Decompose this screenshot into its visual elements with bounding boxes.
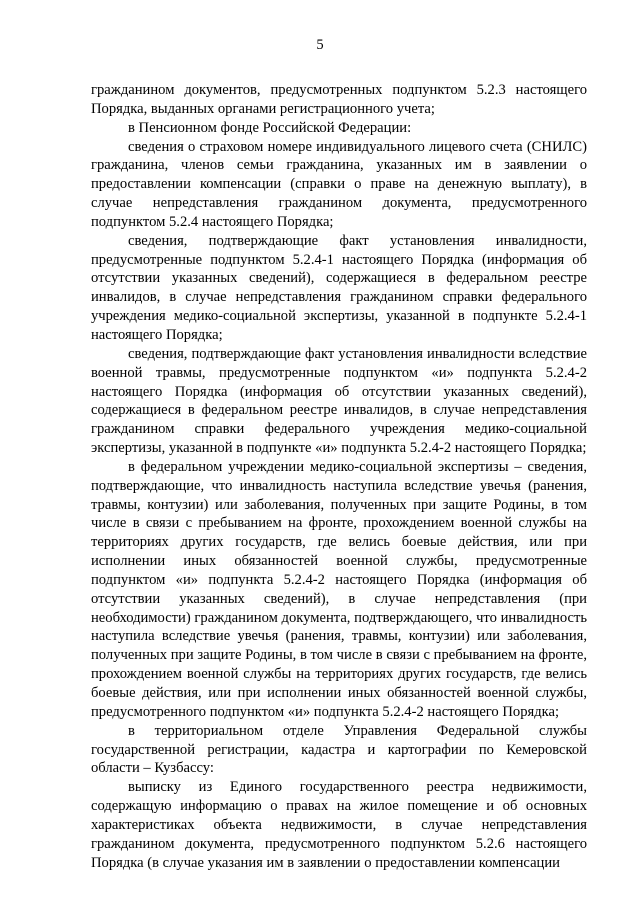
paragraph-snils: сведения о страховом номере индивидуального лицевого счета (СНИЛС) гражданина, членов семьи гражданина, указанных им в заявлении о предоставлении компенсации (справки о праве на денежную выплату), в случае непредставления гражданином документа, предусмотренного подпунктом 5.2.4 настоящего Порядка; [91, 138, 587, 230]
paragraph-continuation: гражданином документов, предусмотренных подпунктом 5.2.3 настоящего Порядка, выданных органами регистрационного учета; [91, 82, 587, 117]
page-number: 5 [316, 37, 324, 53]
paragraph-military-trauma: сведения, подтверждающие факт установления инвалидности вследствие военной травмы, предусмотренные подпунктом «и» подпункта 5.2.4-2 настоящего Порядка (информация об отсутствии указанных сведений), содержащиеся в федеральном реестре инвалидов, в случае непредставления гражданином справки федерального учреждения медико-социальной экспертизы, указанной в подпункте «и» подпункта 5.2.4-2 настоящего Порядка; [91, 345, 587, 457]
paragraph-rosreestr-heading: в территориальном отделе Управления Федеральной службы государственной регистрации, кадастра и картографии по Кемеровской области – Кузбассу: [91, 722, 587, 777]
document-body [91, 81, 587, 872]
paragraph-egrn-extract: выписку из Единого государственного реестра недвижимости, содержащую информацию о правах на жилое помещение и об основных характеристиках объекта недвижимости, в случае непредставления гражданином документа, предусмотренного подпунктом 5.2.6 настоящего Порядка (в случае указания им в заявлении о предоставлении компенсации [91, 779, 587, 871]
paragraph-medical-expertise: в федеральном учреждении медико-социальной экспертизы – сведения, подтверждающие, что инвалидность наступила вследствие увечья (ранения, травмы, контузии) или заболевания, полученных при защите Родины, в том числе в связи с пребыванием на фронте, прохождением военной службы на территориях других государств, где велись боевые действия, или при исполнении иных обязанностей военной службы, предусмотренные подпунктом «и» подпункта 5.2.4-2 настоящего Порядка (информация об отсутствии указанных сведений), в случае непредставления (при необходимости) гражданином документа, подтверждающего, что инвалидность наступила вследствие увечья (ранения, травмы, контузии) или заболевания, полученных при защите Родины, в том числе в связи с пребыванием на фронте, прохождением военной службы на территориях других государств, где велись боевые действия, или при исполнении иных обязанностей военной службы, предусмотренного подпунктом «и» подпункта 5.2.4-2 настоящего Порядка; [91, 458, 587, 720]
paragraph-pension-fund-heading: в Пенсионном фонде Российской Федерации: [128, 119, 412, 136]
paragraph-disability-registry: сведения, подтверждающие факт установления инвалидности, предусмотренные подпунктом 5.2.4-1 настоящего Порядка (информация об отсутствии указанных сведений), содержащиеся в федеральном реестре инвалидов, в случае непредставления гражданином справки федерального учреждения медико-социальной экспертизы, указанной в подпункте 5.2.4-1 настоящего Порядка; [91, 232, 587, 343]
